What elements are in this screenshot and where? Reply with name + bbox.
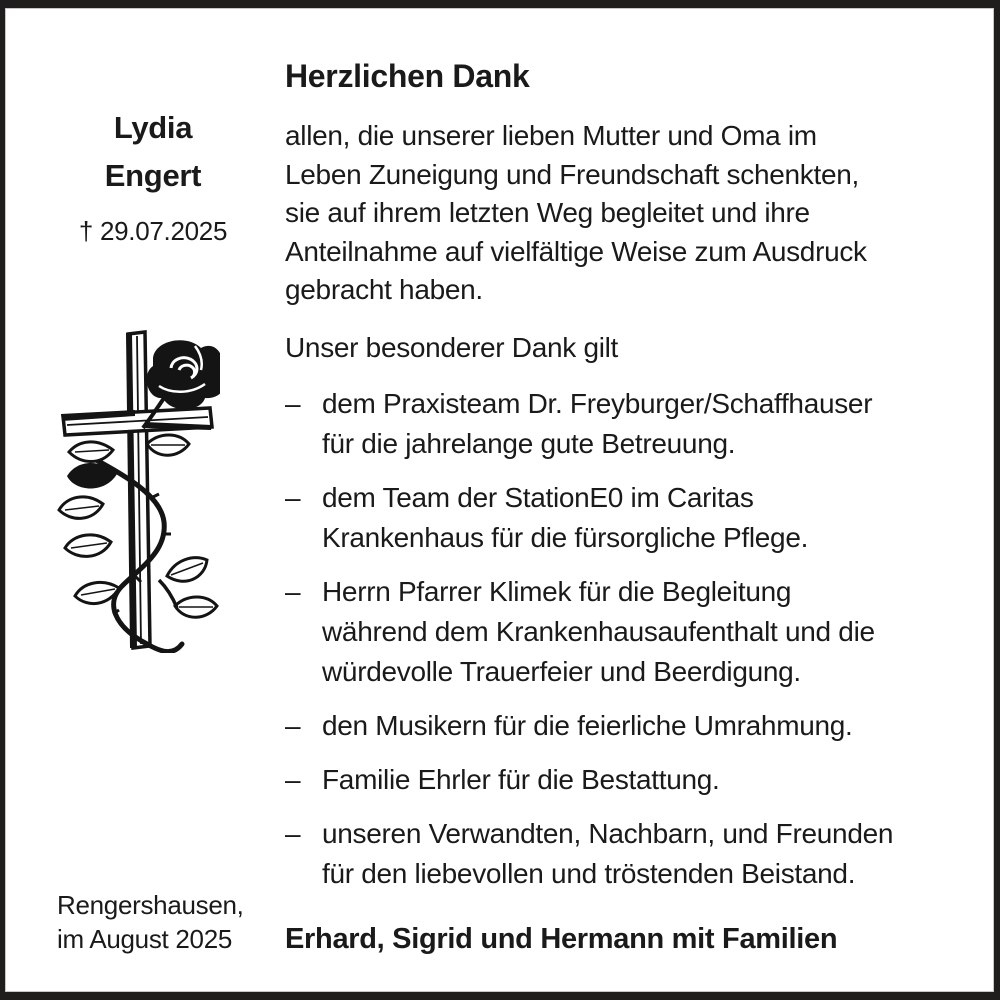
place-date-block bbox=[57, 888, 244, 956]
thanks-intro: Unser besonderer Dank gilt bbox=[285, 331, 619, 363]
death-date: † 29.07.2025 bbox=[78, 216, 228, 246]
deceased-first-name: Lydia bbox=[113, 110, 193, 145]
thanks-line: für die jahrelange gute Betreuung. bbox=[322, 427, 736, 459]
thanks-item-text bbox=[322, 384, 957, 464]
thanks-item-text bbox=[322, 478, 957, 558]
intro-line: Anteilnahme auf vielfältige Weise zum Ausdruck bbox=[285, 235, 867, 267]
dash-bullet-icon: – bbox=[285, 481, 301, 513]
thanks-line: unseren Verwandten, Nachbarn, und Freunden bbox=[322, 817, 894, 849]
thanks-line: für den liebevollen und tröstenden Beistand. bbox=[322, 857, 856, 889]
thanks-item-text bbox=[322, 572, 957, 692]
thanks-item-text bbox=[322, 760, 957, 800]
thanks-line: Herrn Pfarrer Klimek für die Begleitung bbox=[322, 575, 792, 607]
thanks-line: während dem Krankenhausaufenthalt und die bbox=[322, 615, 875, 647]
thanks-item bbox=[285, 572, 957, 692]
intro-line: gebracht haben. bbox=[285, 274, 483, 305]
intro-paragraph bbox=[285, 117, 957, 310]
deceased-last-name: Engert bbox=[104, 158, 202, 193]
dash-bullet-icon: – bbox=[285, 387, 301, 419]
dash-bullet-icon: – bbox=[285, 575, 301, 607]
family-signature: Erhard, Sigrid und Hermann mit Familien bbox=[285, 923, 838, 955]
intro-line: sie auf ihrem letzten Weg begleitet und ihre bbox=[285, 197, 810, 228]
thanks-item bbox=[285, 814, 957, 894]
thanks-item bbox=[285, 760, 957, 800]
thanks-item-text bbox=[322, 706, 957, 746]
thanks-line: Familie Ehrler für die Bestattung. bbox=[322, 763, 720, 795]
thanks-item bbox=[285, 706, 957, 746]
thanks-line: dem Team der StationE0 im Caritas bbox=[322, 481, 754, 513]
thanks-line: würdevolle Trauerfeier und Beerdigung. bbox=[322, 655, 801, 687]
main-text-column bbox=[285, 58, 957, 908]
thanks-line: Krankenhaus für die fürsorgliche Pflege. bbox=[322, 521, 809, 553]
thanks-line: dem Praxisteam Dr. Freyburger/Schaffhauser bbox=[322, 387, 873, 419]
thanks-item bbox=[285, 478, 957, 558]
dash-bullet-icon: – bbox=[285, 817, 301, 849]
page-title: Herzlichen Dank bbox=[285, 58, 530, 94]
dash-bullet-icon: – bbox=[285, 709, 301, 741]
intro-line: Leben Zuneigung und Freundschaft schenkten, bbox=[285, 158, 859, 190]
thanks-item bbox=[285, 384, 957, 464]
intro-line: allen, die unserer lieben Mutter und Oma im bbox=[285, 120, 817, 151]
date: im August 2025 bbox=[57, 924, 233, 954]
cross-rose-icon bbox=[55, 328, 220, 653]
thanks-list bbox=[285, 384, 957, 894]
thanks-item-text bbox=[322, 814, 957, 894]
deceased-block bbox=[43, 104, 263, 247]
thanks-line: den Musikern für die feierliche Umrahmung. bbox=[322, 709, 853, 741]
dash-bullet-icon: – bbox=[285, 763, 301, 795]
place: Rengershausen, bbox=[57, 890, 244, 920]
